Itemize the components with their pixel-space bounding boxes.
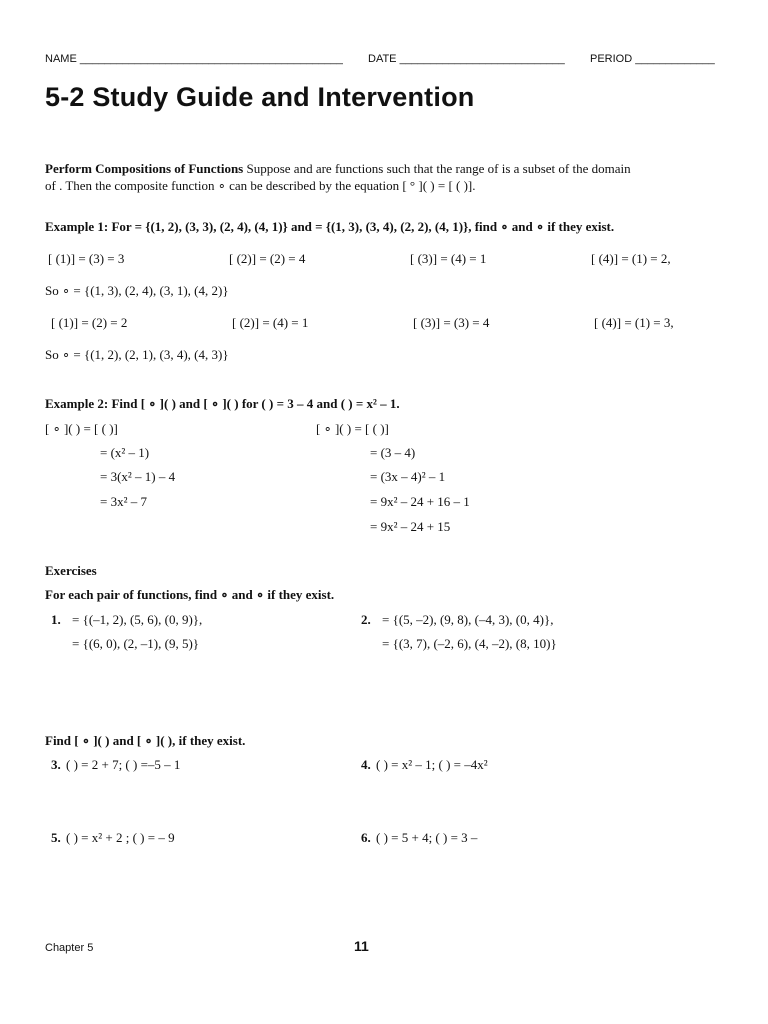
example1-row1-cell: [ (2)] = (2) = 4 [229,251,306,266]
name-field-label: NAME ___________________________________________ [45,53,343,65]
intro-heading: Perform Compositions of Functions [45,161,244,176]
exercise-number: 3. [51,757,61,772]
example1-row2-cell: [ (3)] = (3) = 4 [413,315,490,330]
intro-line-2: of . Then the composite function ∘ can be described by the equation [ ° ]( ) = [ ( )]. [45,178,476,193]
exercise-line: = {(6, 0), (2, –1), (9, 5)} [72,636,200,651]
exercises-instruction: For each pair of functions, find ∘ and ∘ if they exist. [45,587,335,602]
exercise-number: 5. [51,830,61,845]
exercise-line: ( ) = x² – 1; ( ) = –4x² [376,757,488,772]
exercise-number: 4. [361,757,371,772]
exercise-line: ( ) = 5 + 4; ( ) = 3 – [376,830,478,845]
period-field-label: PERIOD _____________ [590,53,715,65]
example1-row1-cell: [ (3)] = (4) = 1 [410,251,487,266]
intro-line-1: Suppose and are functions such that the range of is a subset of the domain [243,161,631,176]
example1-row1-cell: [ (1)] = (3) = 3 [48,251,125,266]
example2-right-step: = 9x² – 24 + 15 [370,519,451,534]
example2-heading: Example 2: Find [ ∘ ]( ) and [ ∘ ]( ) for ( ) = 3 – 4 and ( ) = x² – 1. [45,396,400,411]
page-title: 5-2 Study Guide and Intervention [45,82,475,112]
example1-result-2: So ∘ = {(1, 2), (2, 1), (3, 4), (4, 3)} [45,347,229,362]
exercise-line: ( ) = x² + 2 ; ( ) = – 9 [66,830,175,845]
intro-paragraph [45,160,725,194]
example2-right-step: [ ∘ ]( ) = [ ( )] [316,421,389,436]
example2-right-step: = 9x² – 24 + 16 – 1 [370,494,470,509]
footer-chapter: Chapter 5 [45,942,94,954]
example1-row2-cell: [ (2)] = (4) = 1 [232,315,309,330]
exercise-number: 2. [361,612,371,627]
exercise-line: ( ) = 2 + 7; ( ) =–5 – 1 [66,757,181,772]
example2-right-step: = (3x – 4)² – 1 [370,469,446,484]
example1-row1-cell: [ (4)] = (1) = 2, [591,251,671,266]
example2-left-step: [ ∘ ]( ) = [ ( )] [45,421,118,436]
example2-left-step: = 3(x² – 1) – 4 [100,469,176,484]
exercise-line: = {(–1, 2), (5, 6), (0, 9)}, [72,612,203,627]
date-field-label: DATE ___________________________ [368,53,565,65]
example2-left-step: = 3x² – 7 [100,494,147,509]
exercise-line: = {(5, –2), (9, 8), (–4, 3), (0, 4)}, [382,612,554,627]
exercise-number: 6. [361,830,371,845]
example2-left-step: = (x² – 1) [100,445,150,460]
example1-row2-cell: [ (1)] = (2) = 2 [51,315,128,330]
example1-heading: Example 1: For = {(1, 2), (3, 3), (2, 4), (4, 1)} and = {(1, 3), (3, 4), (2, 2), (4, 1)}, find ∘ and ∘ if they exist. [45,219,615,234]
exercises-heading: Exercises [45,563,97,578]
example1-result-1: So ∘ = {(1, 3), (2, 4), (3, 1), (4, 2)} [45,283,229,298]
example2-right-step: = (3 – 4) [370,445,416,460]
exercise-line: = {(3, 7), (–2, 6), (4, –2), (8, 10)} [382,636,557,651]
find-heading: Find [ ∘ ]( ) and [ ∘ ]( ), if they exist. [45,733,246,748]
exercise-number: 1. [51,612,61,627]
example1-row2-cell: [ (4)] = (1) = 3, [594,315,674,330]
page-number: 11 [354,938,369,954]
